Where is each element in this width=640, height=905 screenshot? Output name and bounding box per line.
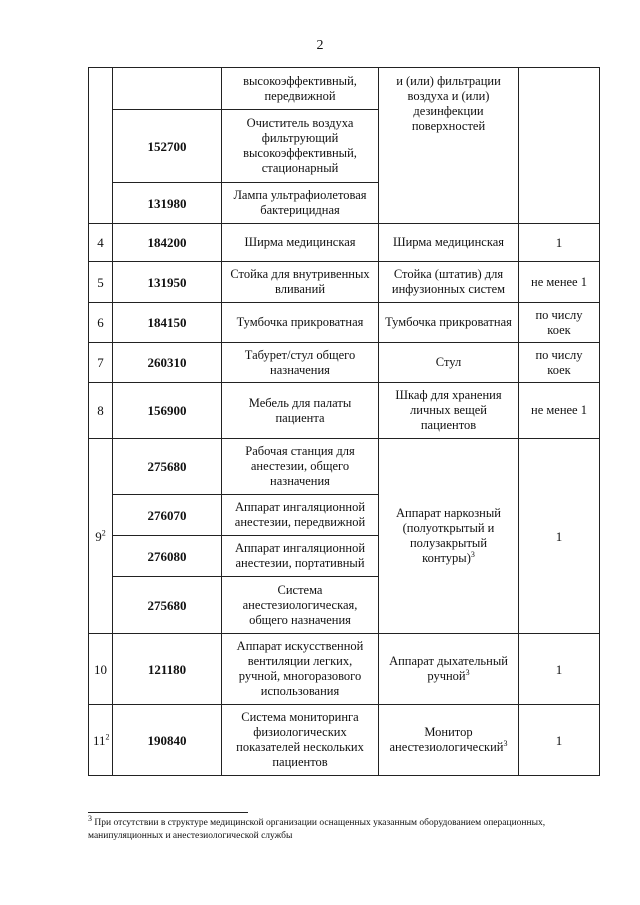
- page-number: 2: [316, 38, 324, 53]
- type-cell: Стойка (штатив) для инфузионных систем: [379, 262, 519, 303]
- footnote-ref: 2: [105, 732, 110, 742]
- code-cell: 275680: [113, 439, 222, 495]
- footnote-marker: 3: [88, 813, 92, 823]
- footnote-ref: 3: [465, 667, 470, 677]
- table-row: [89, 303, 600, 343]
- table-row: [89, 705, 600, 776]
- qty-cell: не менее 1: [519, 262, 600, 303]
- type-cell: Шкаф для хранения личных вещей пациентов: [379, 383, 519, 439]
- qty-cell: [519, 68, 600, 224]
- table-row: [89, 343, 600, 383]
- name-cell: Очиститель воздуха фильтрующий высокоэффективный, стационарный: [222, 110, 379, 183]
- type-cell: Тумбочка прикроватная: [379, 303, 519, 343]
- type-text: Монитор анестезиологический: [389, 725, 504, 754]
- qty-cell: 1: [519, 224, 600, 262]
- type-text: Аппарат наркозный (полуоткрытый и полузакрытый контуры): [396, 506, 501, 565]
- name-cell: Рабочая станция для анестезии, общего назначения: [222, 439, 379, 495]
- type-cell: [379, 634, 519, 705]
- qty-cell: 1: [519, 634, 600, 705]
- table-row: [89, 634, 600, 705]
- footnote-ref: 3: [470, 549, 475, 559]
- name-cell: Система анестезиологическая, общего назначения: [222, 577, 379, 634]
- row-number-cell: 8: [89, 383, 113, 439]
- name-cell: Лампа ультрафиолетовая бактерицидная: [222, 183, 379, 224]
- row-number-cell: 10: [89, 634, 113, 705]
- name-cell: Тумбочка прикроватная: [222, 303, 379, 343]
- code-cell: 260310: [113, 343, 222, 383]
- row-number-cell: 5: [89, 262, 113, 303]
- footnote-ref: 2: [101, 528, 106, 538]
- row-number-cell: 4: [89, 224, 113, 262]
- footnote-divider: [88, 812, 248, 813]
- footnote-ref: 3: [503, 738, 508, 748]
- name-cell: Мебель для палаты пациента: [222, 383, 379, 439]
- code-cell: 156900: [113, 383, 222, 439]
- footnote-text: При отсутствии в структуре медицинской организации оснащенных указанным оборудованием операционных, манипуляционных и анестезиологической службы: [88, 818, 546, 841]
- row-number-cell: [89, 68, 113, 224]
- table-row: [89, 68, 600, 110]
- name-cell: Система мониторинга физиологических показателей нескольких пациентов: [222, 705, 379, 776]
- type-cell: Стул: [379, 343, 519, 383]
- code-cell: [113, 68, 222, 110]
- row-number-cell: 6: [89, 303, 113, 343]
- table-row: [89, 262, 600, 303]
- row-number: 9: [95, 528, 102, 544]
- qty-cell: не менее 1: [519, 383, 600, 439]
- type-cell: [379, 705, 519, 776]
- name-cell: Аппарат ингаляционной анестезии, портативный: [222, 536, 379, 577]
- table-row: [89, 439, 600, 495]
- name-cell: Стойка для внутривенных вливаний: [222, 262, 379, 303]
- code-cell: 184200: [113, 224, 222, 262]
- qty-cell: по числу коек: [519, 343, 600, 383]
- code-cell: 131950: [113, 262, 222, 303]
- name-cell: Аппарат ингаляционной анестезии, передвижной: [222, 495, 379, 536]
- code-cell: 190840: [113, 705, 222, 776]
- type-cell: [379, 439, 519, 634]
- equipment-table: [88, 67, 600, 776]
- code-cell: 121180: [113, 634, 222, 705]
- row-number-cell: [89, 705, 113, 776]
- qty-cell: 1: [519, 705, 600, 776]
- code-cell: 131980: [113, 183, 222, 224]
- type-text: Аппарат дыхательный ручной: [389, 654, 508, 683]
- name-cell: высокоэффективный, передвижной: [222, 68, 379, 110]
- code-cell: 275680: [113, 577, 222, 634]
- row-number-cell: [89, 439, 113, 634]
- row-number: 11: [93, 732, 106, 748]
- code-cell: 276080: [113, 536, 222, 577]
- name-cell: Ширма медицинская: [222, 224, 379, 262]
- name-cell: Табурет/стул общего назначения: [222, 343, 379, 383]
- code-cell: 184150: [113, 303, 222, 343]
- footnote: [88, 813, 608, 843]
- table-row: [89, 383, 600, 439]
- name-cell: Аппарат искусственной вентиляции легких, ручной, многоразового использования: [222, 634, 379, 705]
- code-cell: 276070: [113, 495, 222, 536]
- row-number-cell: 7: [89, 343, 113, 383]
- qty-cell: по числу коек: [519, 303, 600, 343]
- table-row: [89, 224, 600, 262]
- qty-cell: 1: [519, 439, 600, 634]
- type-cell: и (или) фильтрации воздуха и (или) дезинфекции поверхностей: [379, 68, 519, 224]
- type-cell: Ширма медицинская: [379, 224, 519, 262]
- code-cell: 152700: [113, 110, 222, 183]
